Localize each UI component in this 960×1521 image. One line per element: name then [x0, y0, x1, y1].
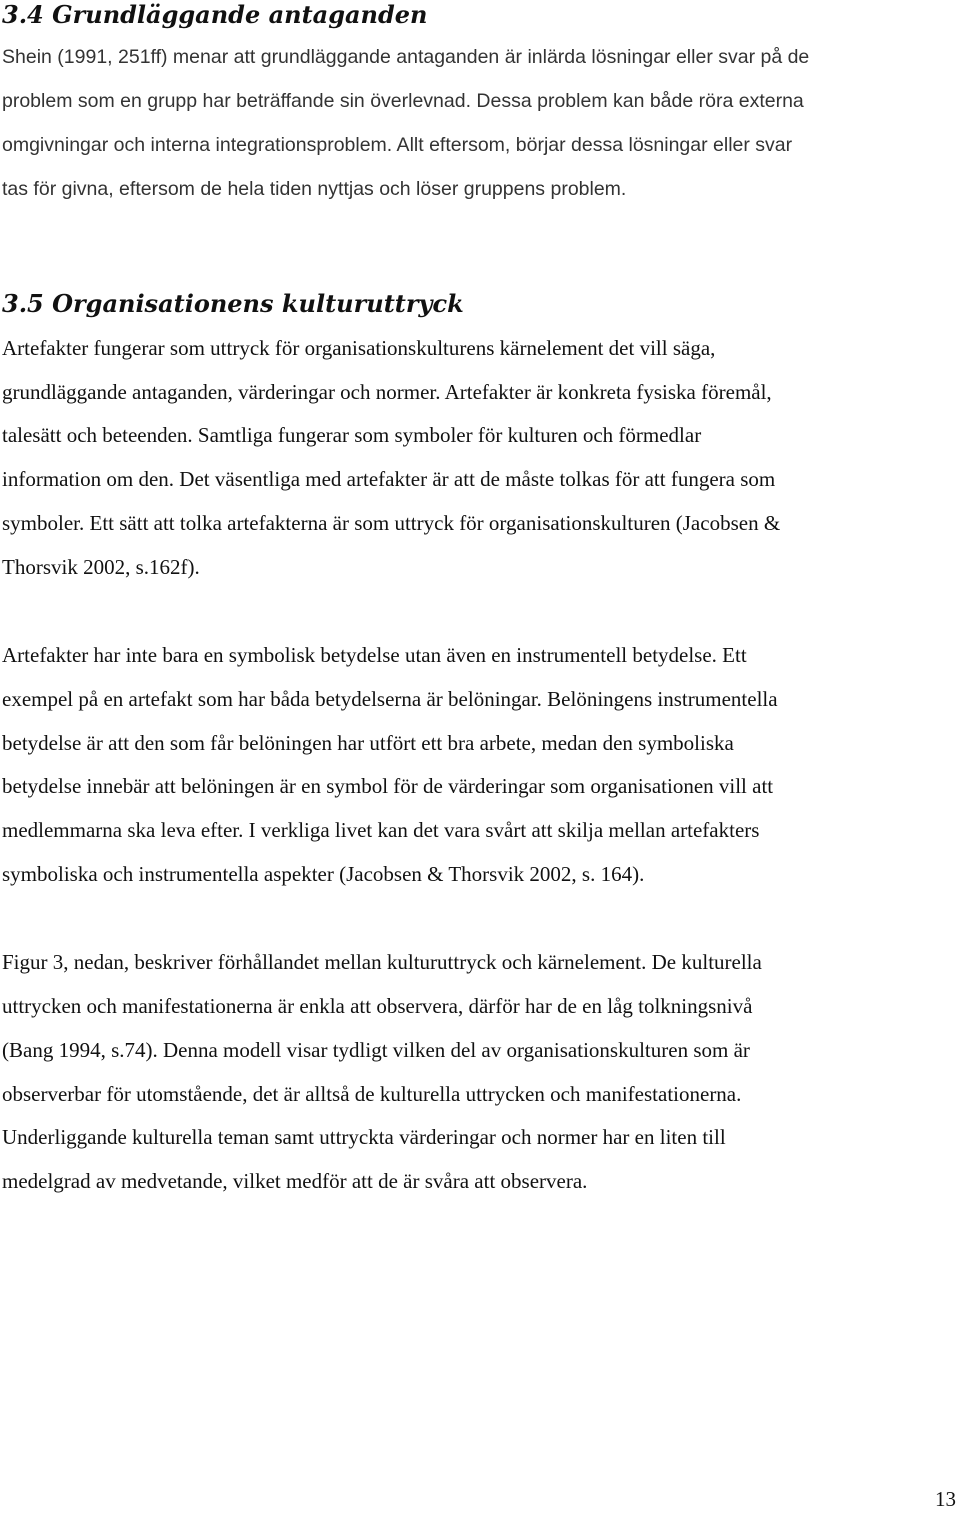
- text-line: information om den. Det väsentliga med artefakter är att de måste tolkas för att fungera som: [2, 467, 776, 491]
- text-line: Thorsvik 2002, s.162f).: [2, 555, 200, 579]
- text-line: problem som en grupp har beträffande sin överlevnad. Dessa problem kan både röra externa: [2, 90, 804, 112]
- text-line: Artefakter fungerar som uttryck för organisationskulturens kärnelement det vill säga,: [2, 336, 716, 360]
- text-line: omgivningar och interna integrationsproblem. Allt eftersom, börjar dessa lösningar eller svar: [2, 134, 793, 156]
- text-line: Figur 3, nedan, beskriver förhållandet mellan kulturuttryck och kärnelement. De kulturella: [2, 950, 762, 974]
- text-line: (Bang 1994, s.74). Denna modell visar tydligt vilken del av organisationskulturen som är: [2, 1038, 750, 1062]
- section-heading-3-5: 3.5 Organisationens kulturuttryck: [2, 289, 464, 318]
- text-line: betydelse är att den som får belöningen har utfört ett bra arbete, medan den symboliska: [2, 731, 734, 755]
- section-heading-3-4: 3.4 Grundläggande antaganden: [2, 0, 428, 29]
- text-line: tas för givna, eftersom de hela tiden nyttjas och löser gruppens problem.: [2, 178, 627, 200]
- text-line: betydelse innebär att belöningen är en symbol för de värderingar som organisationen vill att: [2, 774, 774, 798]
- text-line: uttrycken och manifestationerna är enkla att observera, därför har de en låg tolkningsnivå: [2, 994, 753, 1018]
- text-line: observerbar för utomstående, det är alltså de kulturella uttrycken och manifestationerna.: [2, 1082, 742, 1106]
- page-number: 13: [935, 1487, 956, 1511]
- text-line: medelgrad av medvetande, vilket medför att de är svåra att observera.: [2, 1169, 588, 1193]
- text-line: grundläggande antaganden, värderingar och normer. Artefakter är konkreta fysiska föremål,: [2, 380, 772, 404]
- text-line: talesätt och beteenden. Samtliga fungerar som symboler för kulturen och förmedlar: [2, 423, 702, 447]
- text-line: Shein (1991, 251ff) menar att grundläggande antaganden är inlärda lösningar eller svar på de: [2, 46, 810, 68]
- text-line: exempel på en artefakt som har båda betydelserna är belöningar. Belöningens instrumentella: [2, 687, 778, 711]
- text-line: Underliggande kulturella teman samt uttryckta värderingar och normer har en liten till: [2, 1125, 726, 1149]
- text-line: Artefakter har inte bara en symbolisk betydelse utan även en instrumentell betydelse. Ett: [2, 643, 747, 667]
- text-line: symboliska och instrumentella aspekter (Jacobsen & Thorsvik 2002, s. 164).: [2, 862, 645, 886]
- text-line: symboler. Ett sätt att tolka artefakterna är som uttryck för organisationskulturen (Jacobsen &: [2, 511, 781, 535]
- text-line: medlemmarna ska leva efter. I verkliga livet kan det vara svårt att skilja mellan artefakters: [2, 818, 760, 842]
